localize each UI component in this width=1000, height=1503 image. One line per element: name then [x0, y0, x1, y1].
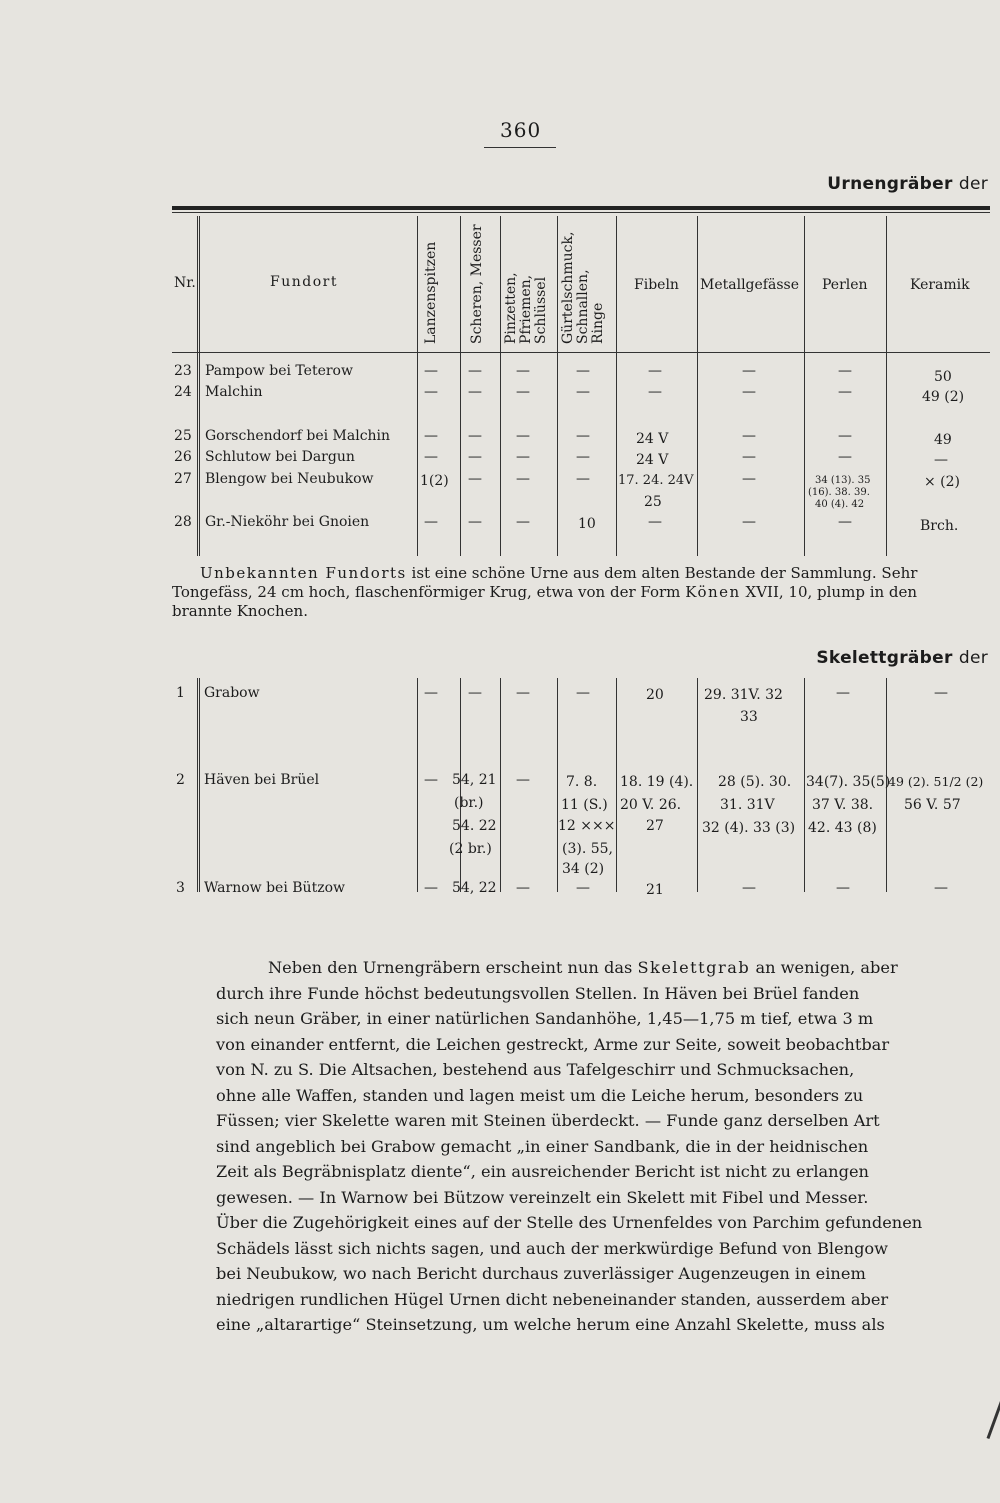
cell-keramik: —: [934, 880, 948, 896]
cell-fibeln: 21: [646, 882, 664, 898]
row-nr: 24: [174, 384, 192, 400]
cell-scheren: —: [468, 514, 482, 530]
cell-metall: —: [742, 880, 756, 896]
paragraph-line: Über die Zugehörigkeit eines auf der Stelle des Urnenfeldes von Parchim gefundenen: [216, 1213, 923, 1232]
cell-perlen: —: [838, 384, 852, 400]
cell-perlen: 34(7). 35(5): [806, 774, 891, 790]
row-nr: 25: [174, 428, 192, 444]
cell-pinzetten: —: [516, 514, 530, 530]
cell-metall: 28 (5). 30.: [718, 774, 792, 790]
row-fundort: Pampow bei Teterow: [205, 363, 353, 379]
cell-perlen: —: [836, 685, 850, 701]
row-fundort: Grabow: [204, 685, 260, 701]
note-line: [172, 563, 990, 583]
cell-fibeln: —: [648, 514, 662, 530]
cell-lanzen: —: [424, 514, 438, 530]
column-divider: [197, 216, 200, 556]
table-top-rule-inner: [172, 212, 990, 213]
paragraph-line: sind angeblich bei Grabow gemacht „in einer Sandbank, die in der heidnischen: [216, 1136, 869, 1156]
row-nr: 26: [174, 449, 192, 465]
paragraph-spaced-word: Skelettgrab: [637, 958, 751, 977]
section-heading-skelettgraeber: [816, 648, 988, 668]
cell-perlen: —: [838, 449, 852, 465]
column-divider: [804, 678, 805, 892]
cell-keramik: 56 V. 57: [904, 797, 961, 813]
cell-lanzen: —: [424, 772, 438, 788]
cell-keramik: —: [934, 685, 948, 701]
note-author: Könen: [685, 583, 741, 601]
row-nr: 2: [176, 772, 185, 788]
note-line: brannte Knochen.: [172, 602, 308, 620]
cell-metall: 29. 31V. 32: [704, 687, 783, 703]
cell-pinzetten: —: [516, 449, 530, 465]
cell-pinzetten: —: [516, 471, 530, 487]
paragraph-line: Schädels lässt sich nichts sagen, und auch der merkwürdige Befund von Blengow: [216, 1238, 889, 1258]
cell-scheren: 54, 22: [452, 880, 497, 896]
cell-scheren: —: [468, 449, 482, 465]
paragraph-line: von N. zu S. Die Altsachen, bestehend aus Tafelgeschirr und Schmucksachen,: [216, 1060, 855, 1079]
paragraph-line: bei Neubukow, wo nach Bericht durchaus zuverlässiger Augenzeugen in einem: [216, 1264, 866, 1283]
scan-edge-mark: [987, 1391, 1000, 1439]
column-header-pinzetten-3: Schlüssel: [533, 276, 549, 344]
cell-metall: —: [742, 449, 756, 465]
cell-pinzetten: —: [516, 685, 530, 701]
cell-pinzetten: —: [516, 428, 530, 444]
cell-metall: 32 (4). 33 (3): [702, 820, 796, 836]
cell-keramik: 49 (2). 51/2 (2): [888, 774, 984, 789]
cell-scheren: —: [468, 384, 482, 400]
row-fundort: Häven bei Brüel: [204, 772, 320, 788]
cell-guertel: 11 (S.): [561, 797, 608, 813]
cell-guertel: 34 (2): [562, 861, 605, 877]
column-header-perlen: Perlen: [822, 277, 868, 293]
page-number: 360: [500, 118, 542, 142]
column-header-pinzetten-1: Pinzetten,: [503, 272, 519, 344]
cell-fibeln: 20: [646, 687, 664, 703]
cell-perlen: —: [838, 428, 852, 444]
cell-metall: 33: [740, 709, 758, 725]
cell-lanzen: 1(2): [420, 473, 449, 489]
cell-guertel: —: [576, 880, 590, 896]
column-header-metallgefaesse: Metallgefässe: [700, 277, 799, 293]
cell-fibeln: —: [648, 363, 662, 379]
column-divider: [417, 678, 418, 892]
cell-guertel: 12 ×××: [558, 818, 616, 834]
row-nr: 1: [176, 685, 185, 701]
cell-guertel: —: [576, 449, 590, 465]
cell-metall: —: [742, 428, 756, 444]
cell-scheren: —: [468, 471, 482, 487]
table-header-rule: [172, 352, 990, 353]
cell-perlen: —: [838, 514, 852, 530]
column-header-nr: Nr.: [174, 275, 196, 291]
cell-lanzen: —: [424, 363, 438, 379]
column-divider: [804, 216, 805, 556]
column-divider: [500, 216, 501, 556]
note-spaced-phrase: Unbekannten Fundorts: [200, 564, 407, 582]
column-divider: [500, 678, 501, 892]
paragraph-line: Zeit als Begräbnisplatz diente“, ein ausreichender Bericht ist nicht zu erlangen: [216, 1162, 869, 1181]
section-heading-urnengraeber: [827, 174, 988, 194]
table-top-rule: [172, 206, 990, 210]
row-nr: 28: [174, 514, 192, 530]
note-text: XVII, 10, plump in den: [745, 583, 918, 601]
column-divider: [616, 216, 617, 556]
cell-lanzen: —: [424, 880, 438, 896]
column-divider: [616, 678, 617, 892]
cell-keramik: 49 (2): [922, 389, 965, 405]
column-divider: [886, 216, 887, 556]
cell-perlen: (16). 38. 39.: [808, 487, 870, 498]
cell-keramik: —: [934, 452, 948, 468]
note-text: Tongefäss, 24 cm hoch, flaschenförmiger Krug, etwa von der Form: [172, 583, 681, 601]
column-header-guertel-1: Gürtelschmuck,: [560, 231, 576, 344]
cell-guertel: —: [576, 428, 590, 444]
cell-perlen: 37 V. 38.: [812, 797, 874, 813]
paragraph-line: niedrigen rundlichen Hügel Urnen dicht nebeneinander standen, ausserdem aber: [216, 1289, 889, 1309]
cell-fibeln: 20 V. 26.: [620, 797, 682, 813]
cell-lanzen: —: [424, 685, 438, 701]
column-header-fundort: Fundort: [270, 274, 338, 290]
cell-pinzetten: —: [516, 772, 530, 788]
cell-perlen: —: [836, 880, 850, 896]
row-fundort: Schlutow bei Dargun: [205, 449, 355, 465]
cell-keramik: 50: [934, 369, 952, 385]
cell-fibeln: 17. 24. 24V: [618, 473, 694, 488]
note-text: ist eine schöne Urne aus dem alten Bestande der Sammlung. Sehr: [411, 564, 918, 582]
column-divider: [697, 216, 698, 556]
column-header-scheren: Scheren, Messer: [469, 224, 485, 344]
cell-scheren: (2 br.): [449, 841, 492, 857]
cell-fibeln: 18. 19 (4).: [620, 774, 694, 790]
cell-guertel: —: [576, 384, 590, 400]
cell-lanzen: —: [424, 428, 438, 444]
row-fundort: Gorschendorf bei Malchin: [205, 428, 391, 444]
cell-metall: —: [742, 363, 756, 379]
cell-fibeln: 24 V: [636, 452, 669, 468]
cell-scheren: 54. 22: [452, 818, 497, 834]
paragraph-line: [216, 955, 938, 981]
paragraph-line: Füssen; vier Skelette waren mit Steinen überdeckt. — Funde ganz derselben Art: [216, 1111, 880, 1130]
column-header-guertel-3: Ringe: [590, 302, 606, 344]
cell-metall: —: [742, 471, 756, 487]
cell-scheren: 54, 21: [452, 772, 497, 788]
section-title: Urnengräber: [827, 174, 953, 194]
row-fundort: Blengow bei Neubukow: [205, 471, 374, 487]
cell-keramik: 49: [934, 432, 952, 448]
column-divider: [460, 216, 461, 556]
column-header-keramik: Keramik: [910, 277, 970, 293]
body-paragraph: [216, 955, 938, 1338]
paragraph-line: gewesen. — In Warnow bei Bützow vereinzelt ein Skelett mit Fibel und Messer.: [216, 1187, 869, 1207]
cell-fibeln: —: [648, 384, 662, 400]
section-title-suffix: der: [958, 648, 988, 668]
cell-perlen: 42. 43 (8): [808, 820, 877, 836]
row-fundort: Malchin: [205, 384, 263, 400]
paragraph-text: Neben den Urnengräbern erscheint nun das: [268, 958, 633, 977]
cell-guertel: —: [576, 363, 590, 379]
paragraph-line: von einander entfernt, die Leichen gestreckt, Arme zur Seite, soweit beobachtbar: [216, 1034, 890, 1054]
column-divider: [697, 678, 698, 892]
cell-metall: —: [742, 384, 756, 400]
page-number-rule: [484, 147, 556, 148]
column-divider: [557, 678, 558, 892]
paragraph-text: an wenigen, aber: [755, 958, 898, 977]
column-header-lanzenspitzen: Lanzenspitzen: [423, 241, 439, 344]
column-divider: [197, 678, 200, 892]
cell-lanzen: —: [424, 384, 438, 400]
cell-pinzetten: —: [516, 363, 530, 379]
cell-guertel: 10: [578, 516, 596, 532]
section-title: Skelettgräber: [816, 648, 953, 668]
cell-scheren: (br.): [454, 795, 484, 811]
note-line: [172, 582, 990, 602]
cell-keramik: Brch.: [920, 518, 959, 534]
cell-fibeln: 25: [644, 494, 662, 510]
section-title-suffix: der: [958, 174, 988, 194]
cell-guertel: —: [576, 685, 590, 701]
paragraph-line: eine „altarartige“ Steinsetzung, um welche herum eine Anzahl Skelette, muss als: [216, 1315, 885, 1334]
cell-perlen: 34 (13). 35: [815, 475, 871, 486]
cell-perlen: 40 (4). 42: [815, 499, 865, 510]
cell-guertel: —: [576, 471, 590, 487]
cell-fibeln: 24 V: [636, 431, 669, 447]
cell-guertel: 7. 8.: [566, 774, 598, 790]
cell-fibeln: 27: [646, 818, 664, 834]
column-header-pinzetten-2: Pfriemen,: [518, 274, 534, 344]
cell-pinzetten: —: [516, 384, 530, 400]
cell-metall: 31. 31V: [720, 797, 775, 813]
column-header-guertel-2: Schnallen,: [575, 269, 591, 344]
column-divider: [557, 216, 558, 556]
row-fundort: Warnow bei Bützow: [204, 880, 345, 896]
cell-scheren: —: [468, 685, 482, 701]
column-header-fibeln: Fibeln: [634, 277, 679, 293]
cell-metall: —: [742, 514, 756, 530]
row-nr: 23: [174, 363, 192, 379]
paragraph-line: ohne alle Waffen, standen und lagen meist um die Leiche herum, besonders zu: [216, 1085, 864, 1105]
cell-guertel: (3). 55,: [562, 841, 613, 857]
cell-pinzetten: —: [516, 880, 530, 896]
paragraph-line: durch ihre Funde höchst bedeutungsvollen Stellen. In Häven bei Brüel fanden: [216, 983, 860, 1003]
paragraph-line: sich neun Gräber, in einer natürlichen Sandanhöhe, 1,45—1,75 m tief, etwa 3 m: [216, 1009, 874, 1028]
row-nr: 3: [176, 880, 185, 896]
cell-keramik: × (2): [924, 474, 961, 490]
cell-lanzen: —: [424, 449, 438, 465]
cell-scheren: —: [468, 363, 482, 379]
cell-perlen: —: [838, 363, 852, 379]
column-divider: [417, 216, 418, 556]
row-nr: 27: [174, 471, 192, 487]
row-fundort: Gr.-Nieköhr bei Gnoien: [205, 514, 370, 530]
cell-scheren: —: [468, 428, 482, 444]
